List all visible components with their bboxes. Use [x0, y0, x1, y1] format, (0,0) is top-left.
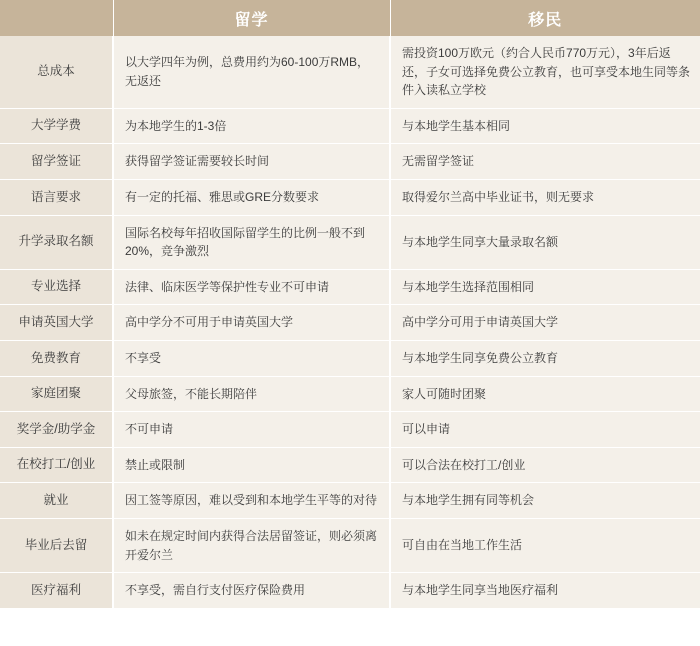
cell-study-abroad: 获得留学签证需要较长时间	[113, 144, 390, 180]
table-row	[0, 447, 700, 483]
cell-immigration: 可以合法在校打工/创业	[390, 447, 700, 483]
table-row	[0, 144, 700, 180]
cell-immigration: 需投资100万欧元（约合人民币770万元），3年后返还，子女可选择免费公立教育，也可享受本地生同等条件入读私立学校	[390, 36, 700, 108]
cell-immigration: 高中学分可用于申请英国大学	[390, 305, 700, 341]
cell-study-abroad: 为本地学生的1-3倍	[113, 108, 390, 144]
cell-immigration: 家人可随时团聚	[390, 376, 700, 412]
row-label: 奖学金/助学金	[0, 412, 113, 448]
cell-study-abroad: 以大学四年为例，总费用约为60-100万RMB，无返还	[113, 36, 390, 108]
cell-study-abroad: 因工签等原因，难以受到和本地学生平等的对待	[113, 483, 390, 519]
cell-immigration: 与本地学生同享大量录取名额	[390, 215, 700, 269]
row-label: 总成本	[0, 36, 113, 108]
cell-study-abroad: 不享受	[113, 340, 390, 376]
row-label: 专业选择	[0, 269, 113, 305]
cell-study-abroad: 如未在规定时间内获得合法居留签证，则必须离开爱尔兰	[113, 518, 390, 572]
table-header	[0, 0, 700, 36]
row-label: 医疗福利	[0, 573, 113, 608]
cell-immigration: 与本地学生选择范围相同	[390, 269, 700, 305]
row-label: 在校打工/创业	[0, 447, 113, 483]
cell-immigration: 与本地学生同享当地医疗福利	[390, 573, 700, 608]
row-label: 毕业后去留	[0, 518, 113, 572]
table-header-row	[0, 0, 700, 36]
table-row	[0, 179, 700, 215]
table-row	[0, 108, 700, 144]
cell-study-abroad: 高中学分不可用于申请英国大学	[113, 305, 390, 341]
table-row	[0, 573, 700, 608]
row-label: 免费教育	[0, 340, 113, 376]
header-study-abroad: 留学	[113, 0, 390, 36]
row-label: 申请英国大学	[0, 305, 113, 341]
table-row	[0, 518, 700, 572]
table-row	[0, 36, 700, 108]
row-label: 语言要求	[0, 179, 113, 215]
table-row	[0, 269, 700, 305]
row-label: 就业	[0, 483, 113, 519]
cell-study-abroad: 国际名校每年招收国际留学生的比例一般不到20%，竞争激烈	[113, 215, 390, 269]
table-body	[0, 36, 700, 608]
table-row	[0, 305, 700, 341]
table-row	[0, 376, 700, 412]
table-row	[0, 340, 700, 376]
cell-study-abroad: 有一定的托福、雅思或GRE分数要求	[113, 179, 390, 215]
row-label: 留学签证	[0, 144, 113, 180]
header-immigration: 移民	[390, 0, 700, 36]
cell-immigration: 可以申请	[390, 412, 700, 448]
row-label: 升学录取名额	[0, 215, 113, 269]
row-label: 大学学费	[0, 108, 113, 144]
header-corner-cell	[0, 0, 113, 36]
cell-immigration: 无需留学签证	[390, 144, 700, 180]
cell-study-abroad: 不享受，需自行支付医疗保险费用	[113, 573, 390, 608]
cell-immigration: 与本地学生基本相同	[390, 108, 700, 144]
cell-immigration: 可自由在当地工作生活	[390, 518, 700, 572]
cell-study-abroad: 父母旅签，不能长期陪伴	[113, 376, 390, 412]
cell-immigration: 与本地学生拥有同等机会	[390, 483, 700, 519]
cell-study-abroad: 法律、临床医学等保护性专业不可申请	[113, 269, 390, 305]
cell-study-abroad: 禁止或限制	[113, 447, 390, 483]
cell-immigration: 与本地学生同享免费公立教育	[390, 340, 700, 376]
table-row	[0, 215, 700, 269]
table-row	[0, 412, 700, 448]
cell-immigration: 取得爱尔兰高中毕业证书，则无要求	[390, 179, 700, 215]
row-label: 家庭团聚	[0, 376, 113, 412]
cell-study-abroad: 不可申请	[113, 412, 390, 448]
table-row	[0, 483, 700, 519]
